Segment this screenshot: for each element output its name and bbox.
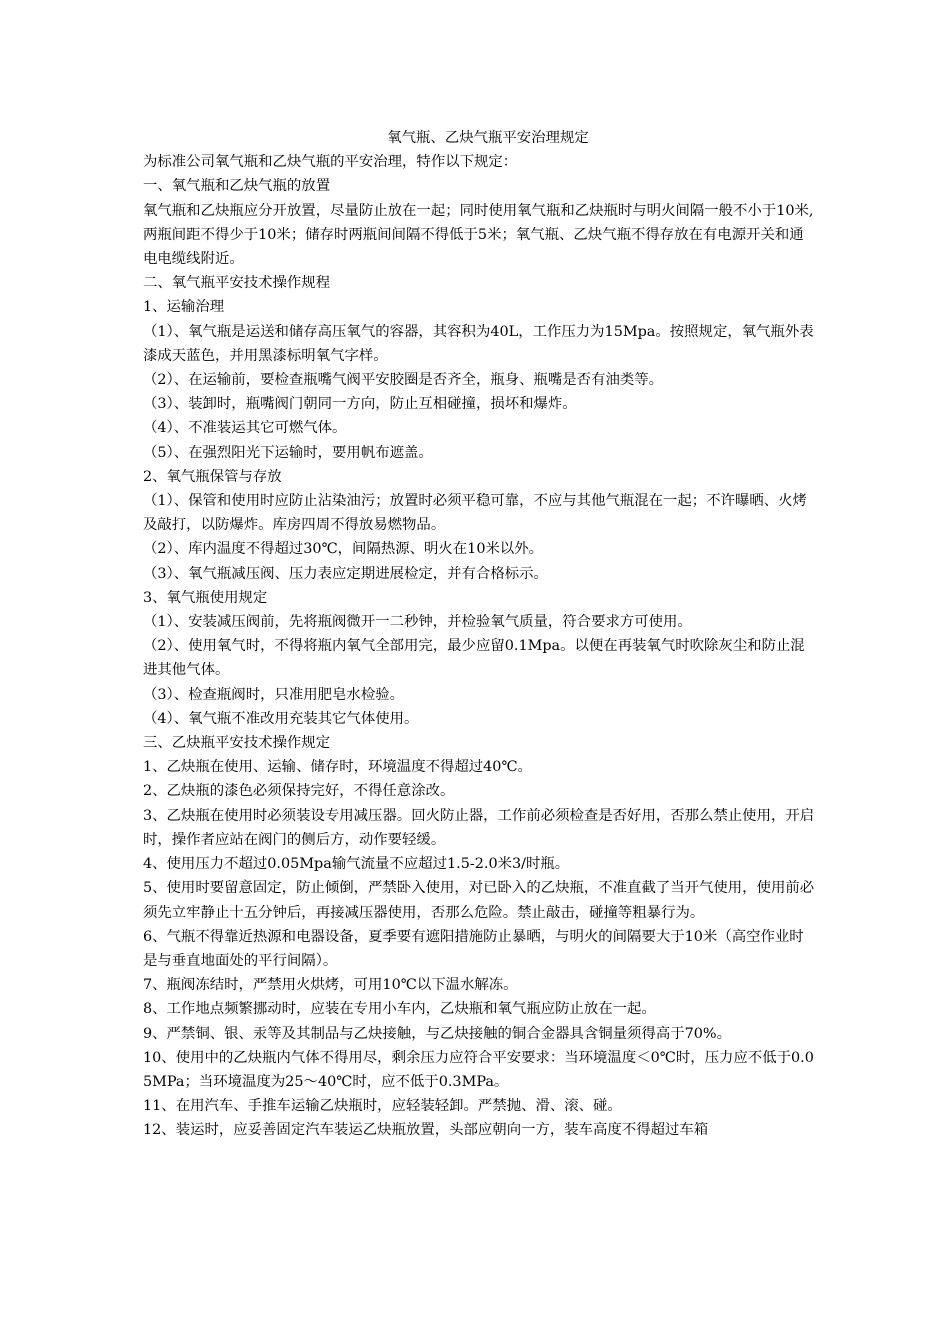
paragraph: （3）、氧气瓶减压阀、压力表应定期进展检定，并有合格标示。 (143, 565, 548, 582)
paragraph: 4、使用压力不超过0.05Mpa输气流量不应超过1.5-2.0米3/时瓶。 (143, 856, 570, 873)
paragraph: （3）、装卸时，瓶嘴阀门朝同一方向，防止互相碰撞，损坏和爆炸。 (143, 396, 577, 413)
paragraph: 8、工作地点频繁挪动时，应装在专用小车内，乙炔瓶和氧气瓶应防止放在一起。 (143, 1001, 656, 1018)
paragraph: 3、乙炔瓶在使用时必须装设专用减压器。回火防止器，工作前必须检查是否好用，否那么禁止使用，开启时，操作者应站在阀门的侧后方，动作要轻缓。 (143, 807, 815, 848)
paragraph: （4）、不准装运其它可燃气体。 (143, 420, 347, 437)
paragraph: 氧气瓶和乙炔瓶应分开放置，尽量防止放在一起；同时使用氧气瓶和乙炔瓶时与明火间隔一般不小于10米,两瓶间距不得少于10米；储存时两瓶间间隔不得低于5米；氧气瓶、乙炔气瓶不得存放在有电源开关和通电电缆线附近。 (143, 202, 814, 268)
paragraph: 9、严禁铜、银、汞等及其制品与乙炔接触，与乙炔接触的铜合金器具含铜量须得高于70%。 (143, 1025, 731, 1042)
paragraph: 1、乙炔瓶在使用、运输、储存时，环境温度不得超过40℃。 (143, 759, 532, 776)
paragraph: （1）、氧气瓶是运送和储存高压氧气的容器，其容积为40L，工作压力为15Mpa。按照规定，氧气瓶外表漆成天蓝色，并用黑漆标明氧气字样。 (143, 323, 814, 364)
paragraph: （2）、使用氧气时，不得将瓶内氧气全部用完，最少应留0.1Mpa。以便在再装氧气时吹除灰尘和防止混进其他气体。 (143, 638, 805, 679)
paragraph: （3）、检查瓶阀时，只准用肥皂水检验。 (143, 686, 404, 703)
paragraph: 二、氧气瓶平安技术操作规程 (143, 275, 331, 292)
paragraph: （5）、在强烈阳光下运输时，要用帆布遮盖。 (143, 444, 433, 461)
paragraph: 1、运输治理 (143, 299, 225, 316)
paragraph-list (143, 150, 815, 1142)
paragraph: 2、氧气瓶保管与存放 (143, 468, 282, 485)
paragraph: 7、瓶阀冻结时，严禁用火烘烤，可用10℃以下温水解冻。 (143, 977, 518, 994)
paragraph: 5、使用时要留意固定，防止倾倒，严禁卧入使用，对已卧入的乙炔瓶，不准直截了当开气使用，使用前必须先立牢静止十五分钟后，再接减压器使用，否那么危险。禁止敲击，碰撞等粗暴行为。 (143, 880, 815, 921)
paragraph: 为标准公司氧气瓶和乙炔气瓶的平安治理，特作以下规定： (143, 154, 518, 171)
paragraph: （2）、在运输前，要检查瓶嘴气阀平安胶圈是否齐全，瓶身、瓶嘴是否有油类等。 (143, 372, 664, 389)
paragraph: 10、使用中的乙炔瓶内气体不得用尽，剩余压力应符合平安要求：当环境温度＜0℃时，压力应不低于0.05MPa；当环境温度为25～40℃时，应不低于0.3MPa。 (143, 1049, 814, 1090)
paragraph: （2）、库内温度不得超过30℃，间隔热源、明火在10米以外。 (143, 541, 544, 558)
paragraph: 3、氧气瓶使用规定 (143, 589, 268, 606)
paragraph: 三、乙炔瓶平安技术操作规定 (143, 735, 331, 752)
document-body (143, 126, 815, 1143)
paragraph: 11、在用汽车、手推车运输乙炔瓶时，应轻装轻卸。严禁抛、滑、滚、碰。 (143, 1098, 622, 1115)
paragraph: （4）、氧气瓶不准改用充装其它气体使用。 (143, 710, 419, 727)
paragraph: （1）、保管和使用时应防止沾染油污；放置时必须平稳可靠，不应与其他气瓶混在一起；不许曝晒、火烤及敲打，以防爆炸。库房四周不得放易燃物品。 (143, 493, 807, 534)
paragraph: 6、气瓶不得靠近热源和电器设备，夏季要有遮阳措施防止暴晒，与明火的间隔要大于10米（高空作业时是与垂直地面处的平行间隔）。 (143, 928, 804, 969)
paragraph: 2、乙炔瓶的漆色必须保持完好，不得任意涂改。 (143, 783, 455, 800)
document-title: 氧气瓶、乙炔气瓶平安治理规定 (387, 130, 589, 146)
paragraph: 12、装运时，应妥善固定汽车装运乙炔瓶放置，头部应朝向一方，装车高度不得超过车箱 (143, 1122, 709, 1139)
paragraph: （1）、安装减压阀前，先将瓶阀微开一二秒钟，并检验氧气质量，符合要求方可使用。 (143, 614, 692, 631)
paragraph: 一、氧气瓶和乙炔气瓶的放置 (143, 178, 331, 195)
